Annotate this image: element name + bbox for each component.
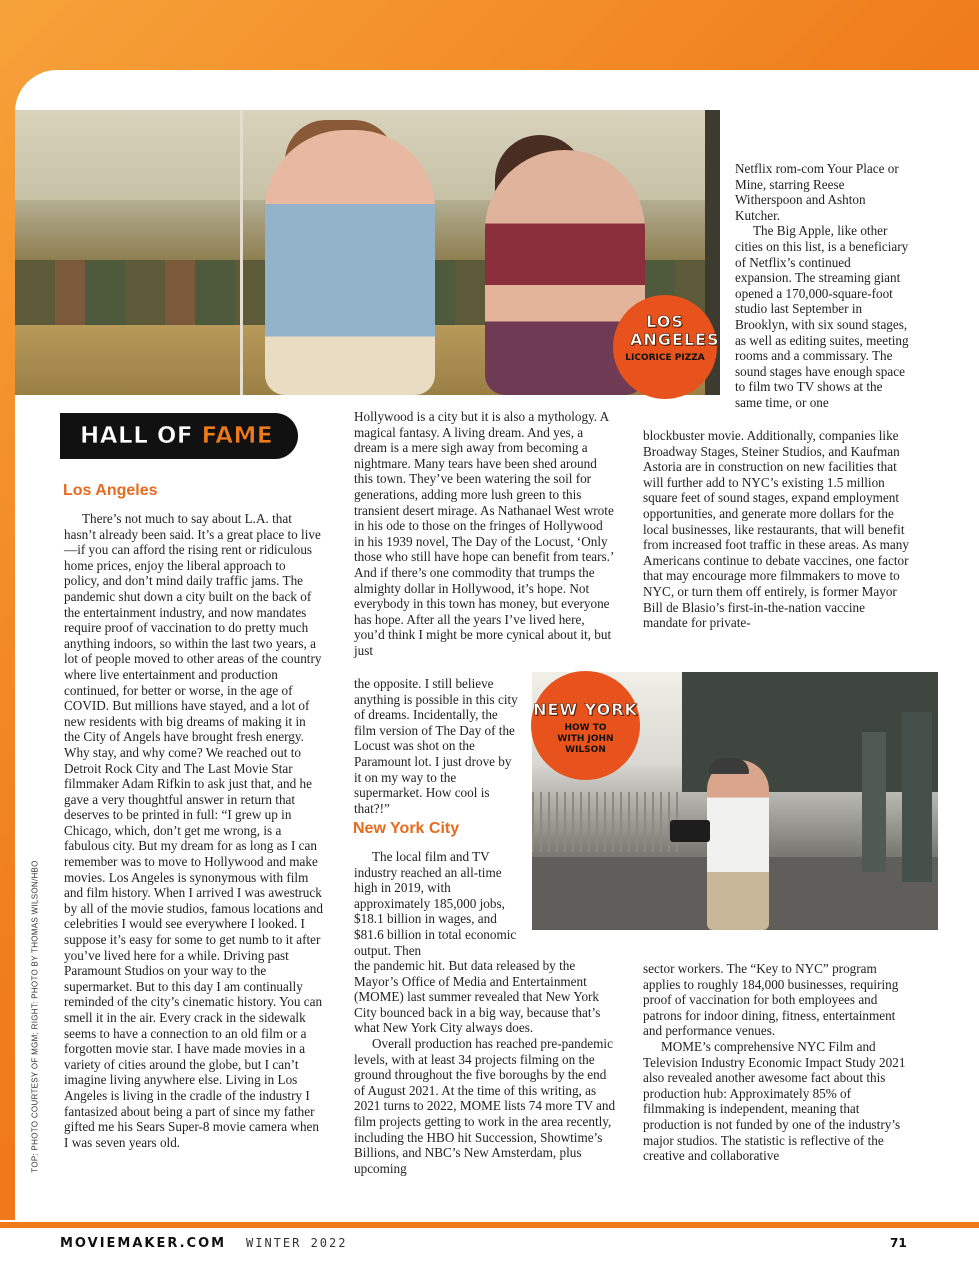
badge-city: LOS ANGELES (630, 312, 720, 349)
hall-of-fame-banner (60, 413, 298, 459)
badge-city: NEW YORK (533, 700, 638, 719)
big-apple-paragraph: The Big Apple, like other cities on this list, is a beneficiary of Netflix’s continued expansion. The streaming giant opened a 170,000-square-foot studio last September in Brooklyn, with six sound stages, as well as editing suites, meeting rooms and a commissary. The sound stages have enough space to film two TV shows at the same time, or one (735, 223, 909, 410)
column-3-text-a (735, 161, 910, 411)
photo-credit: TOP: PHOTO COURTESY OF MGM; RIGHT: PHOTO BY THOMAS WILSON/HBO (30, 860, 40, 1173)
netflix-paragraph: Netflix rom-com Your Place or Mine, starring Reese Witherspoon and Ashton Kutcher. (735, 161, 899, 223)
hollywood-paragraph: Hollywood is a city but it is also a mythology. A magical fantasy. A living dream. And yes, a dream is a mere sigh away from becoming a nightmare. Many tears have been shed around this town. They’ve been watering the soil for generations, adding more lush green to this transient desert mirage. As Nathanael West wrote in his ode to those on the fringes of Hollywood in his 1939 novel, The Day of the Locust, ‘Only those who still have hope can benefit from tears.’ And if there’s one commodity that trumps the almighty dollar in Hollywood, it’s hope. Not everybody in this town has money, but everyone has hope. After all the years I’ve lived here, you’d think I might be more cynical about it, but just (354, 409, 614, 658)
mome-paragraph: MOME’s comprehensive NYC Film and Television Industry Economic Impact Study 2021 also revealed another awesome fact about this production hub: Approximately 85% of filmmaking is independent, meaning that production is not funded by one of the industry’s major studios. The statistic is reflective of the creative and collaborative (643, 1038, 906, 1164)
los-angeles-heading: Los Angeles (63, 482, 158, 499)
column-2-text-b (354, 676, 522, 816)
banner-part2: FAME (201, 423, 274, 449)
ny-intro-paragraph: The local film and TV industry reached an all-time high in 2019, with approximately 185,000 jobs, $18.1 billion in wages, and $81.6 billion in total economic output. Then (354, 849, 517, 958)
pandemic-paragraph: the pandemic hit. But data released by the Mayor’s Office of Media and Entertainment (MOME) last summer revealed that New York City bounced back in a big way, because that’s what New York City always does. (354, 958, 601, 1036)
column-1-text (64, 511, 324, 1150)
blockbuster-paragraph: blockbuster movie. Additionally, companies like Broadway Stages, Steiner Studios, and Kaufman Astoria are in construction on new facilities that will further add to NYC’s existing 1.5 million square feet of sound stages, expand employment opportunities, and generate more dollars for the local businesses, like restaurants, that will benefit from increased foot traffic in these areas. As many Americans continue to debate vaccines, one factor that may encourage more filmmakers to move to NYC, or turn them off entirely, is former Mayor Bill de Blasio’s first-in-the-nation vaccine mandate for private- (643, 428, 909, 631)
page-number: 71 (890, 1236, 907, 1250)
banner-part1: HALL OF (80, 423, 194, 449)
badge-film: LICORICE PIZZA (625, 353, 705, 363)
column-3-text-b (643, 428, 910, 631)
footer-issue: WINTER 2022 (246, 1236, 348, 1250)
new-york-badge (531, 671, 640, 780)
badge-film: HOW TO WITH JOHN WILSON (557, 723, 614, 755)
la-paragraph: There’s not much to say about L.A. that hasn’t already been said. It’s a great place to live—if you can afford the rising rent or ridiculous home prices, enjoy the liberal approach to policy, and don’t mind daily traffic jams. The pandemic shut down a city built on the back of the entertainment industry, and now mandates require proof of vaccination to do pretty much anything indoors, so within the last two years, a lot of people moved to other areas of the country where live entertainment and production continued, for better or worse, in the age of COVID. But millions have stayed, and a lot of new residents with big dreams of making it in the City of Angels have brought fresh energy. Why stay, and why come? We reached out to Detroit Rock City and The Last Movie Star filmmaker Adam Rifkin to ask just that, and he gave a very thoughtful answer in return that deserves to be printed in full: “I grew up in Chicago, which, don’t get me wrong, is a fabulous city. But my dream for as long as I can remember was to move to Hollywood and make movies. Los Angeles is synonymous with film and film history. When I arrived I was awestruck by all of the movie studios, famous locations and celebrities I would see everywhere I looked. I suppose it’s easy for some to get numb to it after you’ve lived here for a while. Driving past Paramount Studios on your way to the supermarket. But to this day I am continually reminded of the city’s cinematic history. You can smell it in the air. Every crack in the sidewalk seems to have a connection to an old film or a forgotten movie star. I have made movies in a variety of cities around the globe, but I can’t imagine living anywhere else. Living in Los Angeles is living in the cradle of the industry I fantasized about being a part of since my father gifted me his Sears Super-8 movie camera when I was seven years old. (64, 511, 323, 1150)
column-2-text-c (354, 849, 522, 958)
footer-brand: MOVIEMAKER.COM (60, 1236, 227, 1251)
column-2-text-d (354, 958, 616, 1176)
opposite-paragraph: the opposite. I still believe anything is possible in this city of dreams. Incidentally, the film version of The Day of the Locust was shot on the Paramount lot. I just drove by it on my way to the supermarket. How cool is that?!” (354, 676, 518, 816)
column-3-text-c (643, 961, 910, 1164)
column-2-text-a (354, 409, 616, 659)
new-york-heading: New York City (353, 820, 460, 837)
production-paragraph: Overall production has reached pre-pandemic levels, with at least 34 projects filming on the ground throughout the five boroughs by the end of August 2021. At the time of this writing, as 2021 turns to 2022, MOME lists 74 more TV and film projects getting to work in the area recently, including the HBO hit Succession, Showtime’s Billions, and NBC’s New Amsterdam, plus upcoming (354, 1035, 616, 1176)
los-angeles-badge (613, 295, 720, 399)
key-to-nyc-paragraph: sector workers. The “Key to NYC” program applies to roughly 184,000 businesses, requiring proof of vaccination for both employees and patrons for indoor dining, fitness, entertainment and performance venues. (643, 961, 899, 1039)
footer-band (0, 1222, 979, 1228)
